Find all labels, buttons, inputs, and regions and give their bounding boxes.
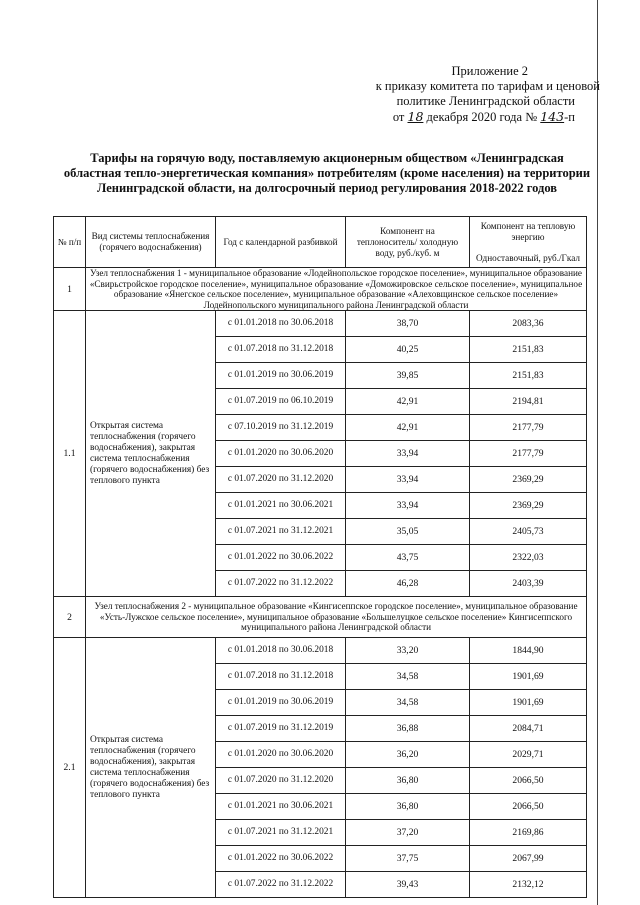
- node-number: 1: [54, 268, 86, 311]
- water-tariff-cell: 35,05: [346, 519, 470, 545]
- energy-tariff-cell: 2066,50: [470, 768, 587, 794]
- header-period: Год с календарной разбивкой: [216, 217, 346, 268]
- handwritten-number: 143: [540, 109, 565, 124]
- node-number: 2: [54, 597, 86, 638]
- system-type: Открытая система теплоснабжения (горячего водоснабжения), закрытая система теплоснабжения (горячего водоснабжения) без теплового пункта: [86, 311, 216, 597]
- energy-tariff-cell: 2369,29: [470, 493, 587, 519]
- document-title: Тарифы на горячую воду, поставляемую акционерным обществом «Ленинградская областная тепло-энергетическая компания» потребителям (кроме населения) на территории Ленинградской области, на долгосрочный период регулирования 2018-2022 годов: [63, 151, 591, 195]
- date-prefix: от: [392, 110, 405, 124]
- node-description: Узел теплоснабжения 2 - муниципальное образование «Кингисеппское городское поселение», муниципальное образование «Усть-Лужское сельское поселение», муниципальное образование «Большелуцкое сельское поселение» Кингисеппского муниципального района Ленинградской области: [86, 597, 587, 638]
- period-cell: с 01.07.2021 по 31.12.2021: [216, 820, 346, 846]
- period-cell: с 01.07.2021 по 31.12.2021: [216, 519, 346, 545]
- period-cell: с 01.01.2020 по 30.06.2020: [216, 441, 346, 467]
- period-cell: с 01.07.2019 по 06.10.2019: [216, 389, 346, 415]
- water-tariff-cell: 37,75: [346, 846, 470, 872]
- period-cell: с 01.07.2018 по 31.12.2018: [216, 664, 346, 690]
- water-tariff-cell: 34,58: [346, 664, 470, 690]
- water-tariff-cell: 33,20: [346, 638, 470, 664]
- water-tariff-cell: 39,43: [346, 872, 470, 898]
- period-cell: с 01.01.2018 по 30.06.2018: [216, 638, 346, 664]
- water-tariff-cell: 46,28: [346, 571, 470, 597]
- appendix-committee: политике Ленинградской области: [396, 94, 575, 108]
- water-tariff-cell: 38,70: [346, 311, 470, 337]
- period-cell: с 01.07.2022 по 31.12.2022: [216, 571, 346, 597]
- water-tariff-cell: 43,75: [346, 545, 470, 571]
- water-tariff-cell: 39,85: [346, 363, 470, 389]
- energy-tariff-cell: 2067,99: [470, 846, 587, 872]
- energy-tariff-cell: 2403,39: [470, 571, 587, 597]
- period-cell: с 01.07.2019 по 31.12.2019: [216, 716, 346, 742]
- appendix-title: Приложение 2: [451, 64, 528, 78]
- energy-tariff-cell: 2083,36: [470, 311, 587, 337]
- appendix-header: [340, 64, 600, 125]
- appendix-date-line: [340, 109, 600, 125]
- appendix-order-ref: к приказу комитета по тарифам и ценовой: [375, 79, 600, 93]
- energy-tariff-cell: 2322,03: [470, 545, 587, 571]
- energy-tariff-cell: 2194,81: [470, 389, 587, 415]
- period-cell: с 01.01.2019 по 30.06.2019: [216, 690, 346, 716]
- water-tariff-cell: 36,88: [346, 716, 470, 742]
- energy-tariff-cell: 2132,12: [470, 872, 587, 898]
- water-tariff-cell: 36,80: [346, 794, 470, 820]
- energy-tariff-cell: 1901,69: [470, 690, 587, 716]
- page-edge-line: [597, 0, 598, 905]
- period-cell: с 01.01.2021 по 30.06.2021: [216, 794, 346, 820]
- water-tariff-cell: 42,91: [346, 389, 470, 415]
- energy-tariff-cell: 2151,83: [470, 363, 587, 389]
- water-tariff-cell: 40,25: [346, 337, 470, 363]
- header-energy-top: Компонент на тепловую энергию: [480, 220, 576, 242]
- table-header-row: [54, 217, 587, 268]
- table-row: [54, 638, 587, 664]
- header-energy: [470, 217, 587, 268]
- energy-tariff-cell: 2029,71: [470, 742, 587, 768]
- handwritten-day: 18: [407, 109, 424, 124]
- energy-tariff-cell: 2084,71: [470, 716, 587, 742]
- period-cell: с 01.01.2020 по 30.06.2020: [216, 742, 346, 768]
- period-cell: с 01.07.2020 по 31.12.2020: [216, 768, 346, 794]
- energy-tariff-cell: 1901,69: [470, 664, 587, 690]
- header-energy-bottom: Одноставочный, руб./Гкал: [476, 252, 580, 263]
- period-cell: с 01.01.2022 по 30.06.2022: [216, 846, 346, 872]
- date-suffix: -п: [564, 110, 575, 124]
- period-cell: с 01.01.2022 по 30.06.2022: [216, 545, 346, 571]
- energy-tariff-cell: 2369,29: [470, 467, 587, 493]
- energy-tariff-cell: 2177,79: [470, 415, 587, 441]
- energy-tariff-cell: 2405,73: [470, 519, 587, 545]
- energy-tariff-cell: 2066,50: [470, 794, 587, 820]
- water-tariff-cell: 42,91: [346, 415, 470, 441]
- water-tariff-cell: 33,94: [346, 441, 470, 467]
- subnode-number: 1.1: [54, 311, 86, 597]
- period-cell: с 01.01.2021 по 30.06.2021: [216, 493, 346, 519]
- node-description: Узел теплоснабжения 1 - муниципальное образование «Лодейнопольское городское поселение», муниципальное образование «Свирьстройское городское поселение», муниципальное образование «Доможировское сельское поселение», муниципальное образование «Янегское сельское поселение», муниципальное образование «Алеховщинское сельское поселение» Лодейнопольского муниципального района Ленинградской области: [86, 268, 587, 311]
- energy-tariff-cell: 2177,79: [470, 441, 587, 467]
- energy-tariff-cell: 2151,83: [470, 337, 587, 363]
- water-tariff-cell: 34,58: [346, 690, 470, 716]
- period-cell: с 01.07.2018 по 31.12.2018: [216, 337, 346, 363]
- period-cell: с 01.07.2022 по 31.12.2022: [216, 872, 346, 898]
- water-tariff-cell: 37,20: [346, 820, 470, 846]
- water-tariff-cell: 36,20: [346, 742, 470, 768]
- system-type: Открытая система теплоснабжения (горячего водоснабжения), закрытая система теплоснабжения (горячего водоснабжения) без теплового пункта: [86, 638, 216, 898]
- water-tariff-cell: 33,94: [346, 493, 470, 519]
- header-system: Вид системы теплоснабжения (горячего водоснабжения): [86, 217, 216, 268]
- table-row: [54, 311, 587, 337]
- period-cell: с 01.01.2019 по 30.06.2019: [216, 363, 346, 389]
- node-row: [54, 597, 587, 638]
- tariff-table: [53, 216, 587, 898]
- water-tariff-cell: 33,94: [346, 467, 470, 493]
- header-num: № п/п: [54, 217, 86, 268]
- water-tariff-cell: 36,80: [346, 768, 470, 794]
- header-water: Компонент на теплоноситель/ холодную воду, руб./куб. м: [346, 217, 470, 268]
- energy-tariff-cell: 2169,86: [470, 820, 587, 846]
- period-cell: с 01.07.2020 по 31.12.2020: [216, 467, 346, 493]
- period-cell: с 01.01.2018 по 30.06.2018: [216, 311, 346, 337]
- date-middle: декабря 2020 года №: [426, 110, 538, 124]
- energy-tariff-cell: 1844,90: [470, 638, 587, 664]
- period-cell: с 07.10.2019 по 31.12.2019: [216, 415, 346, 441]
- node-row: [54, 268, 587, 311]
- subnode-number: 2.1: [54, 638, 86, 898]
